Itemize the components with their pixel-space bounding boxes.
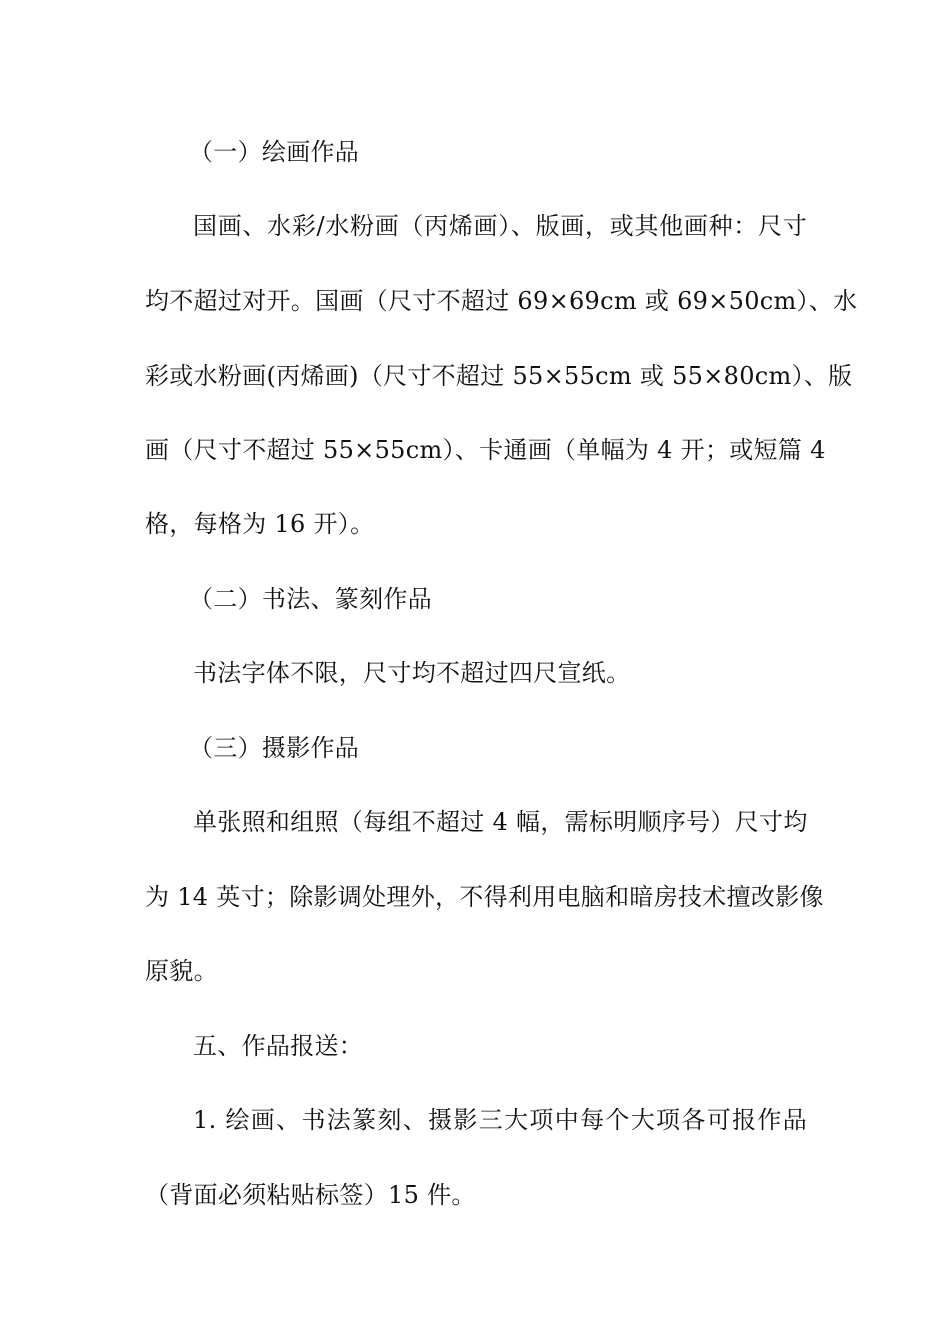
- paragraph-line: 格，每格为 16 开）。: [145, 510, 375, 538]
- section-heading-painting: （一）绘画作品: [189, 138, 360, 166]
- paragraph-line: 画（尺寸不超过 55×55cm）、卡通画（单幅为 4 开；或短篇 4: [145, 436, 826, 464]
- paragraph-line: 原貌。: [145, 957, 218, 985]
- paragraph-line: 单张照和组照（每组不超过 4 幅，需标明顺序号）尺寸均: [193, 808, 808, 836]
- paragraph-line: 为 14 英寸；除影调处理外，不得利用电脑和暗房技术擅改影像: [145, 883, 824, 911]
- paragraph-line: 书法字体不限，尺寸均不超过四尺宣纸。: [193, 659, 631, 687]
- paragraph-line: 均不超过对开。国画（尺寸不超过 69×69cm 或 69×50cm）、水: [145, 287, 858, 315]
- list-item-line: 1. 绘画、书法篆刻、摄影三大项中每个大项各可报作品: [193, 1106, 807, 1134]
- paragraph-line: 彩或水粉画(丙烯画)（尺寸不超过 55×55cm 或 55×80cm）、版: [145, 362, 853, 390]
- section-heading-photography: （三）摄影作品: [189, 734, 360, 762]
- section-heading-calligraphy: （二）书法、篆刻作品: [189, 585, 432, 613]
- paragraph-line: 国画、水彩/水粉画（丙烯画）、版画，或其他画种：尺寸: [193, 212, 807, 240]
- list-item-line: （背面必须粘贴标签）15 件。: [145, 1181, 476, 1209]
- section-heading-submission: 五、作品报送：: [193, 1032, 364, 1060]
